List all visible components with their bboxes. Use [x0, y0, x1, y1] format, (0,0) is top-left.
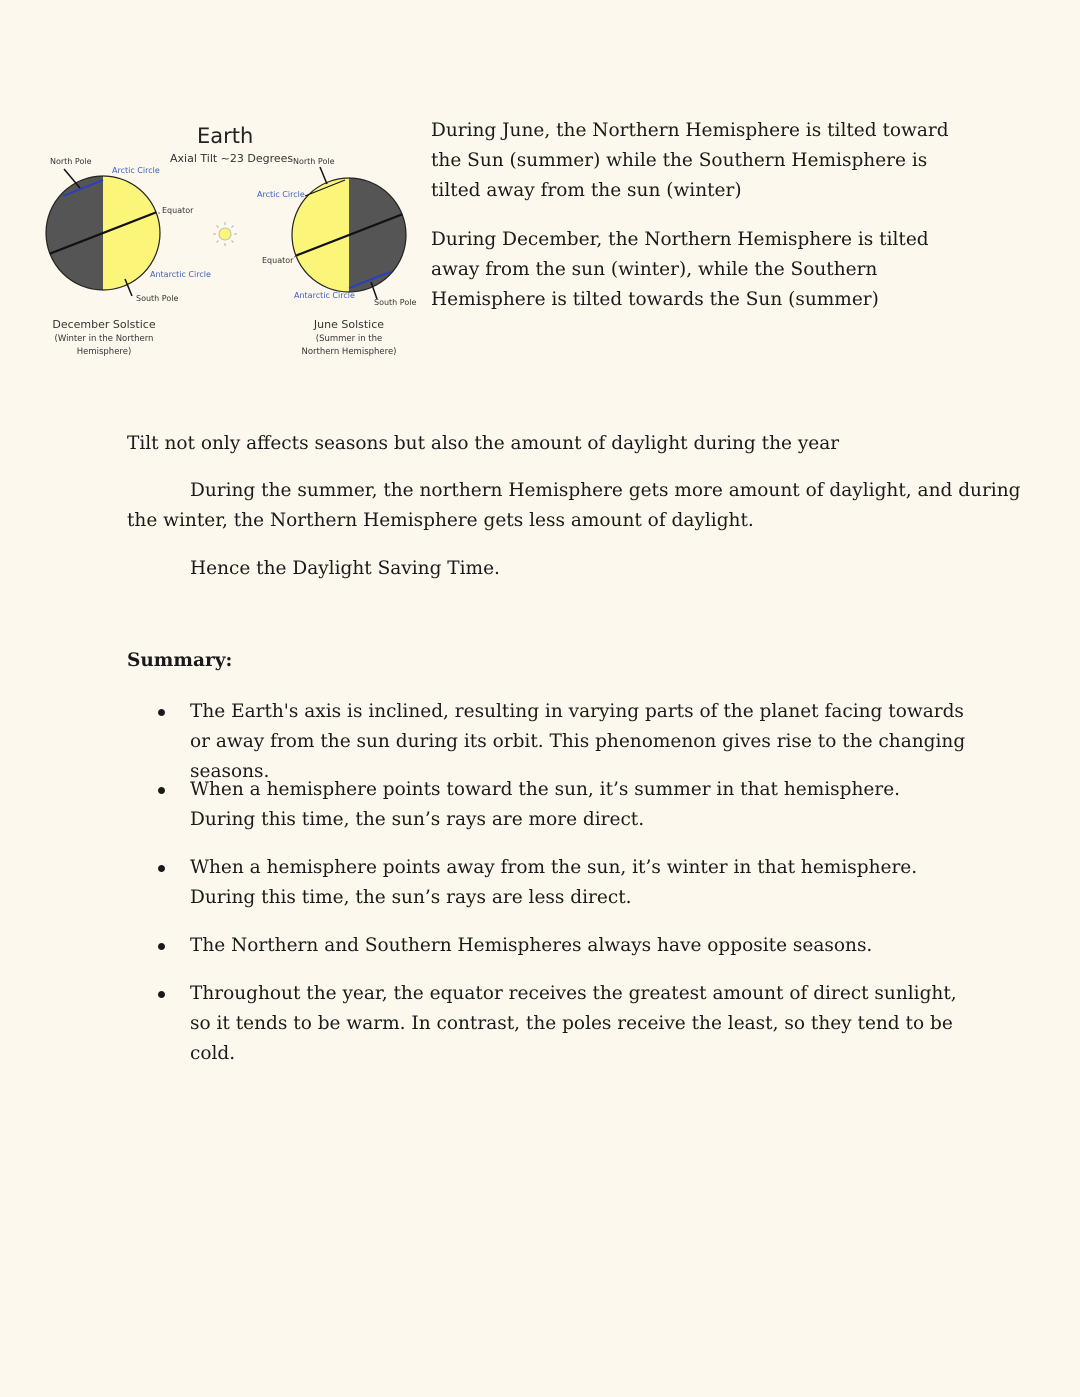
- left-globe-lit-half: [103, 170, 173, 300]
- right-caption-line3: Northern Hemisphere): [301, 347, 397, 357]
- sun-icon: [213, 222, 237, 246]
- left-antarctic-circle-label: Antarctic Circle: [150, 270, 211, 279]
- right-south-pole-label: South Pole: [374, 298, 417, 307]
- earth-tilt-diagram: [0, 0, 430, 380]
- left-globe: [46, 169, 173, 300]
- left-arctic-circle-label: Arctic Circle: [112, 166, 160, 175]
- right-north-axis: [320, 167, 327, 184]
- right-north-pole-label: North Pole: [293, 157, 335, 166]
- summary-item-text: When a hemisphere points toward the sun, it’s summer in that hemisphere. During this time, the sun’s rays are more direct.: [190, 779, 901, 830]
- summary-item: [190, 853, 970, 913]
- summary-item-text: When a hemisphere points away from the sun, it’s winter in that hemisphere. During this time, the sun’s rays are less direct.: [190, 857, 918, 908]
- bullet-icon: [158, 787, 165, 794]
- summary-heading: Summary:: [127, 650, 233, 671]
- right-arctic-circle-label: Arctic Circle: [257, 190, 305, 199]
- summary-item-text: The Northern and Southern Hemispheres always have opposite seasons.: [190, 935, 873, 956]
- bullet-icon: [158, 991, 165, 998]
- tilt-paragraph: Tilt not only affects seasons but also the amount of daylight during the year: [127, 433, 840, 454]
- right-caption: June Solstice: [313, 318, 385, 331]
- summary-item-text: The Earth's axis is inclined, resulting in varying parts of the planet facing towards or away from the sun during its orbit. This phenomenon gives rise to the changing seasons.: [190, 701, 966, 782]
- left-caption-line3: Hemisphere): [76, 347, 132, 357]
- daylight-paragraph-line1: During the summer, the northern Hemisphere gets more amount of daylight, and during: [190, 480, 1021, 501]
- summary-item: [190, 775, 970, 835]
- dst-paragraph: Hence the Daylight Saving Time.: [190, 558, 500, 579]
- daylight-paragraph-line2: the winter, the Northern Hemisphere gets less amount of daylight.: [127, 510, 754, 531]
- bullet-icon: [158, 865, 165, 872]
- june-paragraph: During June, the Northern Hemisphere is tilted toward the Sun (summer) while the Southern Hemisphere is tilted away from the sun (winter): [431, 120, 949, 201]
- december-paragraph: During December, the Northern Hemisphere is tilted away from the sun (winter), while the Southern Hemisphere is tilted towards the Sun (summer): [431, 229, 929, 310]
- right-caption-line2: (Summer in the: [315, 334, 383, 344]
- left-equator-label: Equator: [162, 206, 194, 215]
- left-caption: December Solstice: [52, 318, 156, 331]
- summary-item-text: Throughout the year, the equator receives the greatest amount of direct sunlight, so it tends to be warm. In contrast, the poles receive the least, so they tend to be cold.: [190, 983, 957, 1064]
- left-south-pole-label: South Pole: [136, 294, 179, 303]
- summary-item: [190, 697, 970, 787]
- right-equator-label: Equator: [262, 256, 294, 265]
- left-north-pole-label: North Pole: [50, 157, 92, 166]
- summary-item: [190, 979, 970, 1069]
- summary-item: [190, 931, 970, 961]
- left-caption-line2: (Winter in the Northern: [54, 334, 154, 344]
- diagram-subtitle: Axial Tilt ~23 Degrees: [170, 152, 294, 165]
- bullet-icon: [158, 943, 165, 950]
- right-antarctic-circle-label: Antarctic Circle: [294, 291, 355, 300]
- right-globe: [280, 167, 406, 300]
- bullet-icon: [158, 709, 165, 716]
- diagram-title: Earth: [197, 124, 254, 148]
